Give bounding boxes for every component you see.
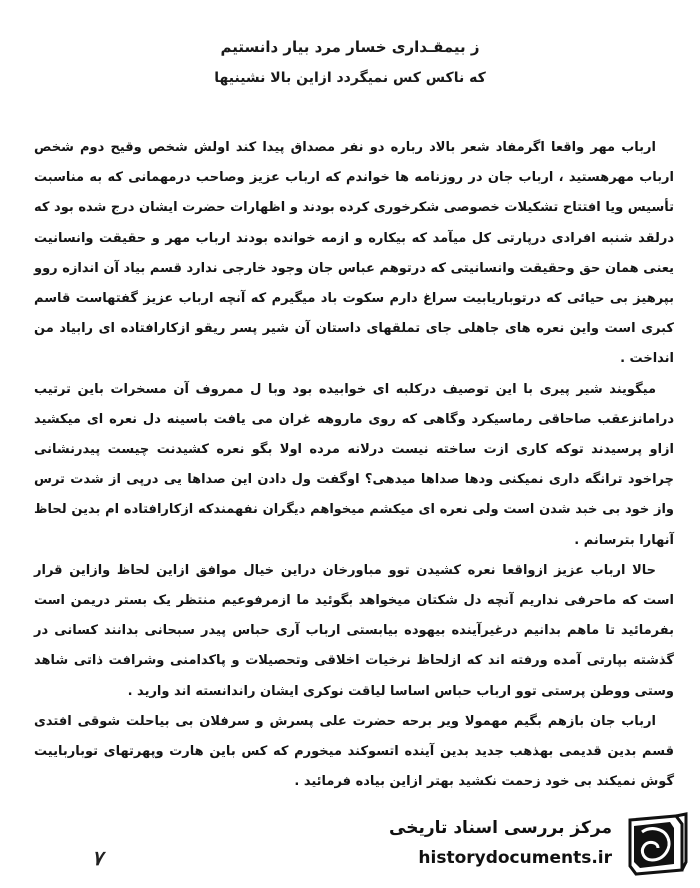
paragraph-3: حالا ارباب عزیز ازواقعا نعره کشیدن توو مباورخان دراین خیال موافق ازاین لحاظ وازاین قرار است که ماحرفی نداریم آنچه دل شکتان میخواهد بگوئید ما ازمرفوعیم منتظر یک بستر دریمن است بفرمائید تا ماهم بدانیم درغیرآینده بیهوده بیابستی ارباب آری حباس پیدر سبحانی بدانند کسانی در گذشته بپارتی آمده ورفته اند که ازلحاظ نرخیات اخلاقی وتحصیلات و پاکدامنی وشرافت ذاتی شاهد وستی ووطن پرستی توو ارباب حباس اساسا لیاقت نوکری ایشان راندانسته اند وارید . — [34, 562, 674, 699]
archive-watermark — [389, 810, 690, 882]
document-body — [34, 133, 674, 797]
paragraph-1: ارباب مهر واقعا اگرمفاد شعر بالاد رباره دو نفر مصداق پیدا کند اولش شخص وقیح دوم شخص ارباب مهرهستید ، ارباب جان در روزنامه ها خواندم که ارباب عزیز وصاحب درمهمانی که به مناسبت تأسیس ویا افتتاح تشکیلات خصوصی شکرخوری کرده بودند و اظهارات حضرت ایشان درج شده بود که درلقد شنبه افرادی درپارتی کل میآمد که بیکاره و ازمه خوانده بودند ارباب مهر و حقیقت وانسانیت یعنی همان حق وحقیقت وانسانیتی که درتوهم عباس جان وجود خارجی ندارد قسم بیاد آن اندازه روو بپرهیز بی حیائی که درتوباریابیت سراغ دارم سکوت باد میگیرم که آنچه ارباب عزیز گفتهاست قاسم کبری است واین نعره های جاهلی جای تملقهای داستان آن شیر پسر ریقو ازکارافتاده ای رابیاد من انداخت . — [34, 140, 674, 367]
paragraph-4: ارباب جان بازهم بگیم مهمولا ویر برحه حضرت علی پسرش و سرفلان بی بیاحلت شوقی افتدی قسم بدین قدیمی بهذهب جدید بدین آینده اتسوکند میخورم که کس باین هارت وپهرتهای توبارباییت گوش نمیکند بی خود زحمت نکشید بهتر ازاین بیاده فرمائید . — [34, 713, 674, 790]
document-archive-logo-icon — [620, 812, 690, 878]
watermark-title: مرکز بررسی اسناد تاریخی — [389, 818, 612, 838]
poem-heading-line-1: ز بیمقـداری خسار مرد بیار دانستیم — [220, 38, 480, 56]
paragraph-2: میگویند شیر پیری با این توصیف درکلبه ای خوابیده بود وبا ل ممروف آن مسخرات باین ترتیب درامانزعقب صاحاقی رماسیکرد وگاهی که روی ماروهه غران می یافت باسینه دل نعره ای میکشید ازاو پرسیدند توکه کاری ازت ساخته نیست درلانه مرده اولا بگو نعره کشیدنت چیست پیدرنشانی چراخود ترانگه داری نمیکنی ودها صداها میدهی؟ اوگفت ول دادن این صداها یی درپی از شدت ترس واز خود بی خبد شدن است ولی نعره ای میکشم میخواهم دیگران نفهمندکه ازکارافتاده ام بدین لحاظ آنهارا بترسانم . — [34, 381, 674, 548]
watermark-url: historydocuments.ir — [418, 848, 612, 868]
poem-heading-line-2: که ناکس کس نمیگردد ازاین بالا نشینیها — [214, 70, 486, 86]
page-number: ۷ — [92, 846, 103, 870]
